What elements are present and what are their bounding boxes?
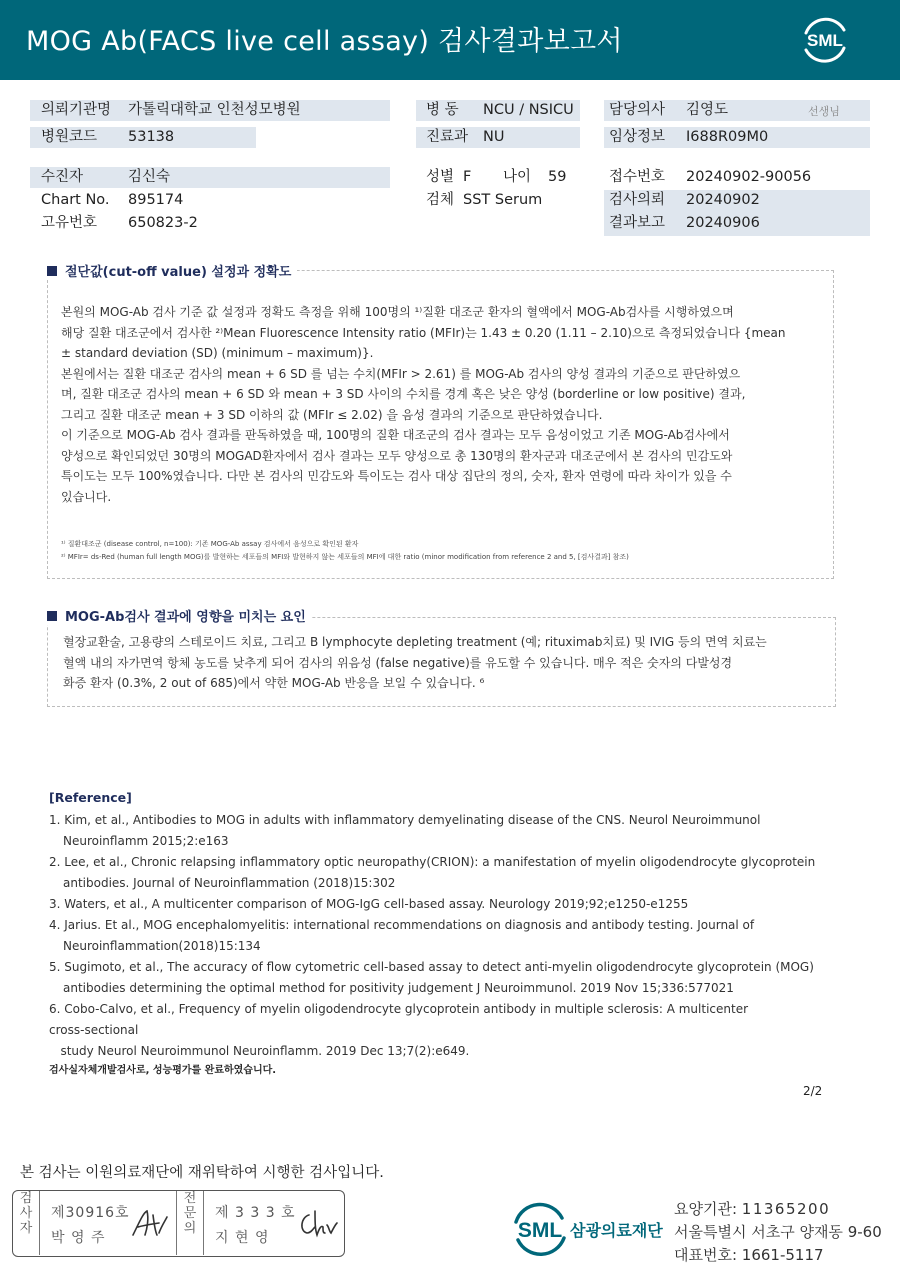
- institution-value: 가톨릭대학교 인천성모병원: [128, 102, 301, 118]
- tester-signature-icon: [129, 1205, 171, 1241]
- bullet-square-icon: [47, 611, 57, 621]
- receipt-label: 접수번호: [609, 169, 666, 185]
- hospital-code-value: 53138: [128, 129, 175, 145]
- reference-item: 3. Waters, et al., A multicenter comparison of MOG-IgG cell-based assay. Neurology 2019;92;e1250-e1255: [49, 897, 689, 911]
- age-label: 나이: [503, 169, 532, 185]
- age-value: 59: [548, 169, 567, 185]
- clinical-value: I688R09M0: [686, 129, 769, 145]
- ward-label: 병 동: [426, 102, 459, 118]
- patient-value: 김신숙: [128, 169, 171, 185]
- hospital-code-label: 병원코드: [41, 129, 98, 145]
- sml-logo-icon: [798, 13, 852, 67]
- institution-label: 의뢰기관명: [41, 102, 112, 118]
- factors-section-title: MOG-Ab검사 결과에 영향을 미치는 요인: [47, 606, 312, 625]
- report-title: MOG Ab(FACS live cell assay) 검사결과보고서: [26, 26, 623, 57]
- reference-item-continuation: study Neurol Neuroimmunol Neuroinflamm. 2019 Dec 13;7(2):e649.: [49, 1044, 470, 1058]
- request-label: 검사의뢰: [609, 192, 666, 208]
- report-date-label: 결과보고: [609, 215, 666, 231]
- footer-brand-name: 삼광의료재단: [570, 1221, 663, 1240]
- footer-address: 서울특별시 서초구 양재동 9-60: [674, 1223, 882, 1241]
- specimen-label: 검체: [426, 192, 455, 208]
- reference-item: 2. Lee, et al., Chronic relapsing inflammatory optic neuropathy(CRION): a manifestation of myelin oligodendrocyte glycoprotein antibodies. Journal of Neuroinflammation (2018)15:302: [49, 855, 816, 890]
- chart-label: Chart No.: [41, 192, 110, 208]
- reference-item: 1. Kim, et al., Antibodies to MOG in adults with inflammatory demyelinating disease of the CNS. Neurol Neuroimmunol Neuroinflamm 2015;2:e163: [49, 813, 761, 848]
- clinical-label: 임상정보: [609, 129, 666, 145]
- page-number: 2/2: [803, 1084, 823, 1098]
- cutoff-section-body: 본원의 MOG-Ab 검사 기준 값 설정과 정확도 측정을 위해 100명의 ¹⁾질환 대조군 환자의 혈액에서 MOG-Ab검사를 시행하였으며 해당 질환 대조군에서 검사한 ²⁾Mean Fluorescence Intensity ratio (MFIr)는 1.43 ± 0.20 (1.11 – 2.10)으로 측정되었습니다 {mean ± standard deviation (SD) (minimum – maximum)}. 본원에서는 질환 대조군 검사의 mean + 6 SD 를 넘는 수치(MFIr > 2.61) 를 MOG-Ab 검사의 양성 결과의 기준으로 판단하였으 며, 질환 대조군 검사의 mean + 6 SD 와 mean + 3 SD 사이의 수치를 경계 혹은 낮은 양성 (borderline or low positive) 결과, 그리고 질환 대조군 mean + 3 SD 이하의 값 (MFIr ≤ 2.02) 을 음성 결과의 기준으로 판단하였습니다. 이 기준으로 MOG-Ab 검사 결과를 판독하였을 때, 100명의 질환 대조군의 검사 결과는 모두 음성이었고 기존 MOG-Ab검사에서 양성으로 확인되었던 30명의 MOGAD환자에서 검사 결과는 모두 양성으로 총 130명의 환자군과 대조군에서 본 검사의 민감도와 특이도는 모두 100%였습니다. 다만 본 검사의 민감도와 특이도는 검사 대상 집단의 정의, 숫자, 환자 연령에 따라 차이가 있을 수 있습니다.: [61, 305, 786, 504]
- reference-title: [Reference]: [49, 790, 132, 805]
- reference-list: [49, 810, 829, 1062]
- report-header: [0, 0, 900, 80]
- ward-value: NCU / NSICU: [483, 102, 574, 118]
- institution-code: 요양기관: 11365200: [674, 1200, 831, 1218]
- specialist-name: 지 현 영: [215, 1230, 270, 1246]
- specialist-vertical-label: 전 문 의: [183, 1191, 197, 1236]
- cutoff-section-title: 절단값(cut-off value) 설정과 정확도: [47, 261, 297, 280]
- footer-phone: 대표번호: 1661-5117: [674, 1246, 824, 1264]
- reference-item: 5. Sugimoto, et al., The accuracy of flow cytometric cell-based assay to detect anti-myelin oligodendrocyte glycoprotein (MOG) antibodies determining the optimal method for positivity judgement J Neuroimmunol. 2019 Nov 15;336:577021: [49, 960, 814, 995]
- factors-section-body: 혈장교환술, 고용량의 스테로이드 치료, 그리고 B lymphocyte depleting treatment (예; rituximab치료) 및 IVIG 등의 면역 치료는 혈액 내의 자가면역 항체 농도를 낮추게 되어 검사의 위음성 (false negative)를 유도할 수 있습니다. 매우 적은 숫자의 다발성경 화증 환자 (0.3%, 2 out of 685)에서 약한 MOG-Ab 반응을 보일 수 있습니다. ⁶: [63, 635, 767, 690]
- tester-name: 박 영 주: [51, 1230, 106, 1246]
- report-date-value: 20240906: [686, 215, 760, 231]
- specialist-signature-icon: [295, 1205, 339, 1241]
- dept-value: NU: [483, 129, 505, 145]
- specimen-value: SST Serum: [463, 192, 543, 208]
- uid-label: 고유번호: [41, 215, 98, 231]
- reference-item: 6. Cobo-Calvo, et al., Frequency of myelin oligodendrocyte glycoprotein antibody in multiple sclerosis: A multicenter: [49, 1002, 749, 1016]
- svg-text:SML: SML: [517, 1219, 563, 1242]
- sml-footer-logo-icon: [510, 1200, 570, 1260]
- patient-label: 수진자: [41, 169, 84, 185]
- dept-label: 진료과: [426, 129, 469, 145]
- doctor-value: 김영도: [686, 102, 729, 118]
- footnote-1: ¹⁾ 질환대조군 (disease control, n=100): 기존 MOG-Ab assay 검사에서 음성으로 확인된 환자: [61, 540, 359, 548]
- tester-license-no: 제30916호: [51, 1205, 130, 1221]
- doctor-label: 담당의사: [609, 102, 666, 118]
- tester-vertical-label: 검 사 자: [19, 1191, 33, 1236]
- signature-box: [12, 1190, 345, 1257]
- uid-value: 650823-2: [128, 215, 198, 231]
- reference-item: 4. Jarius. Et al., MOG encephalomyelitis: international recommendations on diagnosis and antibody testing. Journal of Neuroinflammation(2018)15:134: [49, 918, 755, 953]
- chart-value: 895174: [128, 192, 184, 208]
- doctor-suffix: 선생님: [808, 105, 840, 118]
- receipt-value: 20240902-90056: [686, 169, 812, 185]
- specialist-license-no: 제 3 3 3 호: [215, 1205, 296, 1221]
- reference-item-continuation: cross-sectional: [49, 1023, 139, 1037]
- svg-text:SML: SML: [807, 31, 843, 50]
- validation-note: 검사실자체개발검사로, 성능평가를 완료하였습니다.: [49, 1065, 277, 1076]
- bullet-square-icon: [47, 266, 57, 276]
- outsourcing-notice: 본 검사는 이원의료재단에 재위탁하여 시행한 검사입니다.: [20, 1165, 384, 1181]
- sex-label: 성별: [426, 169, 455, 185]
- sex-value: F: [463, 169, 472, 185]
- request-value: 20240902: [686, 192, 760, 208]
- footnote-2: ²⁾ MFIr= ds-Red (human full length MOG)를 발현하는 세포들의 MFI와 발현하지 않는 세포들의 MFI에 대한 ratio (minor modification from reference 2 and 5, [검사결과] 참조): [61, 553, 629, 561]
